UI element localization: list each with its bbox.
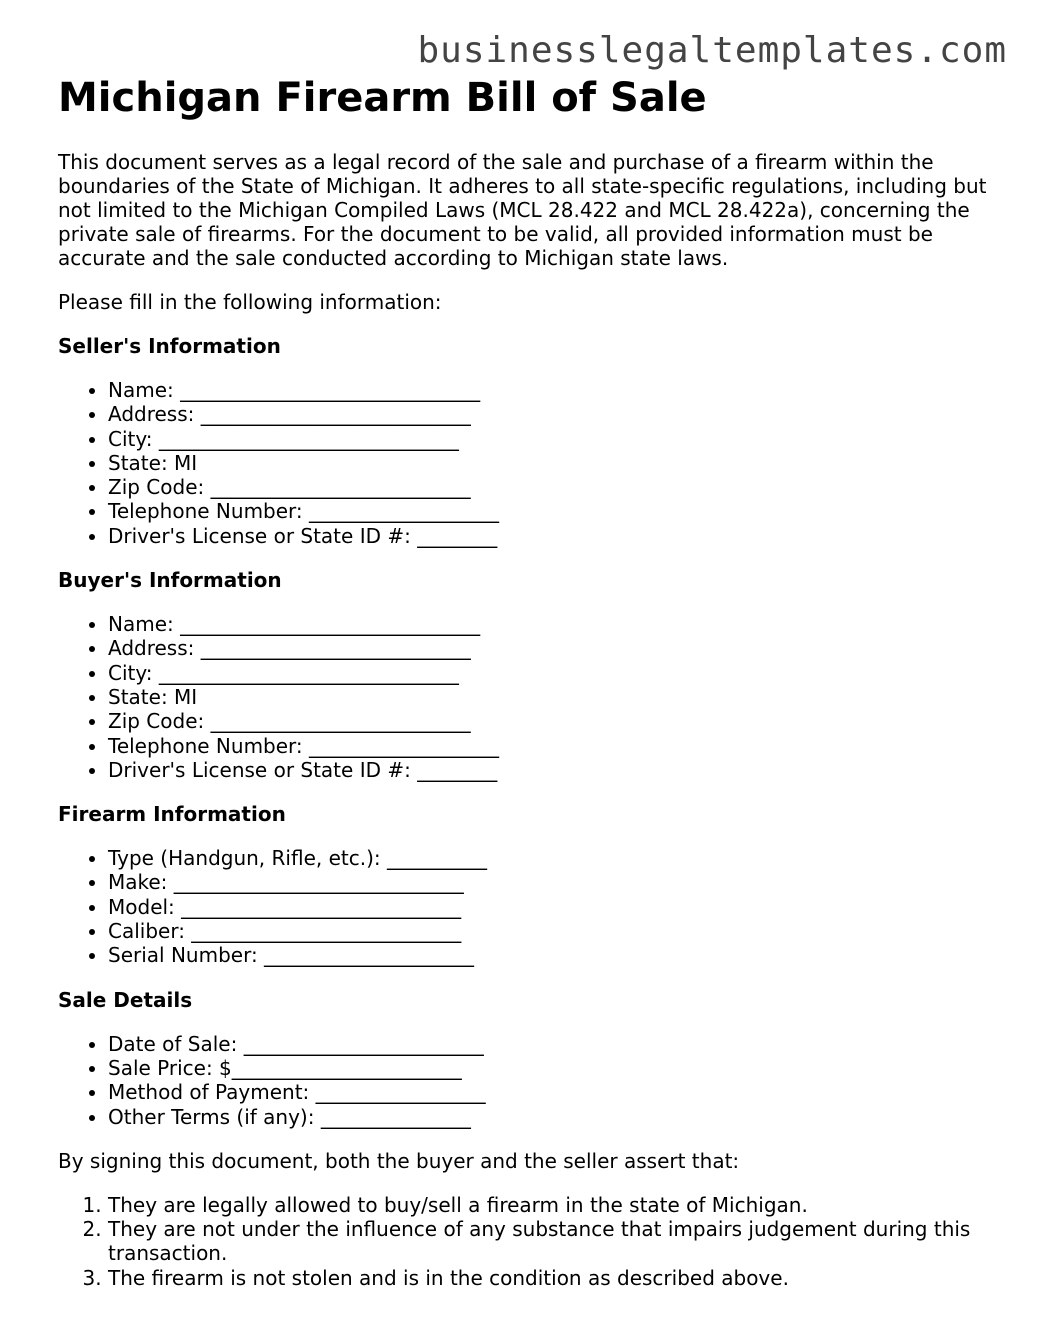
assertion-item: 1. They are legally allowed to buy/sell a firearm in the state of Michigan. [108,1193,998,1217]
buyer-city-item: • City: ______________________________ [108,661,998,685]
firearm-caliber-item: • Caliber: ___________________________ [108,919,998,943]
buyer-state-item: • State: MI [108,685,998,709]
sale-terms-item: • Other Terms (if any): _______________ [108,1105,998,1129]
buyer-address-item: • Address: ___________________________ [108,636,998,660]
buyer-section [58,568,998,782]
seller-license-item: • Driver's License or State ID #: ________ [108,524,998,548]
seller-name-item: • Name: ______________________________ [108,378,998,402]
firearm-heading: Firearm Information [58,802,286,827]
intro-paragraph: This document serves as a legal record of the sale and purchase of a firearm within the boundaries of the State of Michigan. It adheres to all state-specific regulations, including but not limited to the Michigan Compiled Laws (MCL 28.422 and MCL 28.422a), concerning the private sale of firearms. For the document to be valid, all provided information must be accurate and the sale conducted according to Michigan state laws. [58,150,987,270]
seller-phone-item: • Telephone Number: ___________________ [108,499,998,523]
firearm-list [58,846,998,967]
seller-zip-item: • Zip Code: __________________________ [108,475,998,499]
buyer-zip-item: • Zip Code: __________________________ [108,709,998,733]
document-title: Michigan Firearm Bill of Sale [58,75,707,121]
assertions-list [58,1193,998,1290]
buyer-list [58,612,998,782]
seller-list [58,378,998,548]
seller-section [58,334,998,548]
buyer-name-item: • Name: ______________________________ [108,612,998,636]
sale-date-item: • Date of Sale: ________________________ [108,1032,998,1056]
buyer-heading: Buyer's Information [58,568,282,593]
seller-state-item: • State: MI [108,451,998,475]
assertion-item: 3. The firearm is not stolen and is in the condition as described above. [108,1266,998,1290]
sale-price-item: • Sale Price: $_______________________ [108,1056,998,1080]
sale-section [58,988,998,1129]
affirmation-statement: By signing this document, both the buyer and the seller assert that: [58,1148,740,1173]
sale-heading: Sale Details [58,987,193,1012]
firearm-type-item: • Type (Handgun, Rifle, etc.): __________ [108,846,998,870]
sale-payment-item: • Method of Payment: _________________ [108,1080,998,1104]
firearm-serial-item: • Serial Number: _____________________ [108,943,998,967]
buyer-phone-item: • Telephone Number: ___________________ [108,734,998,758]
seller-address-item: • Address: ___________________________ [108,402,998,426]
firearm-model-item: • Model: ____________________________ [108,895,998,919]
buyer-license-item: • Driver's License or State ID #: ________ [108,758,998,782]
firearm-section [58,802,998,967]
watermark: businesslegaltemplates.com [417,30,1007,71]
firearm-make-item: • Make: _____________________________ [108,870,998,894]
seller-city-item: • City: ______________________________ [108,427,998,451]
seller-heading: Seller's Information [58,334,281,358]
sale-list [58,1032,998,1129]
assertion-item: 2. They are not under the influence of any substance that impairs judgement during this transaction. [108,1217,998,1266]
document-page [58,74,998,1290]
fill-in-prompt: Please fill in the following information: [58,290,442,314]
